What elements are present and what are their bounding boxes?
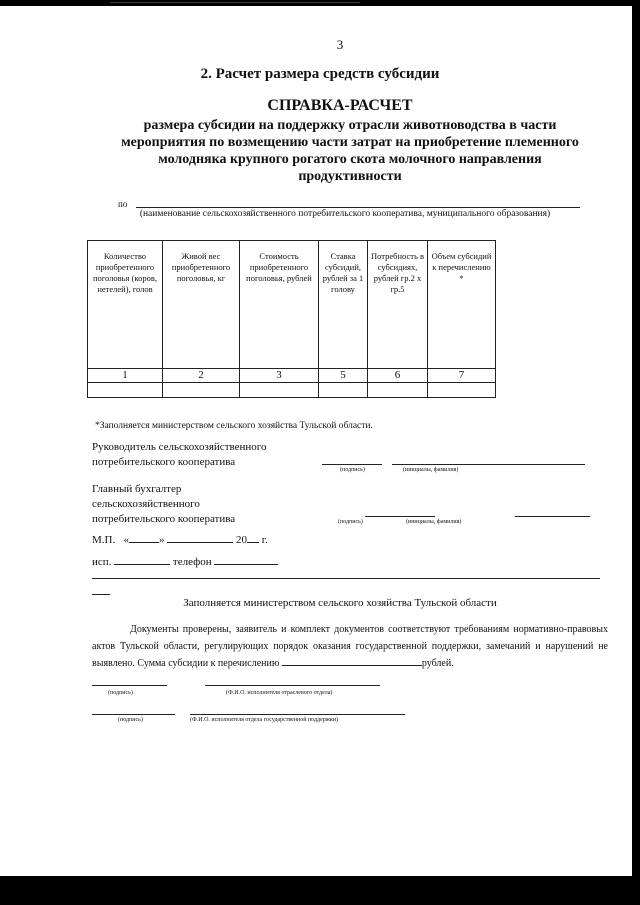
table-header-cell: Стоимость приобретенного поголовья, рублей [240,241,319,369]
phone-label: телефон [172,556,212,568]
column-number: 1 [88,369,163,383]
verification-paragraph [92,621,608,672]
table-cell [163,383,240,398]
po-caption: (наименование сельскохозяйственного потребительского кооператива, муниципального образования) [139,209,551,219]
po-fill-line [136,207,580,208]
date-year-line [247,542,259,543]
table-header-cell: Объем субсидий к перечислению * [428,241,496,369]
sign2-name-line [190,714,405,715]
column-number: 6 [368,369,428,383]
table-cell [88,383,163,398]
mp-label: М.П. [92,534,116,546]
date-year-prefix: 20 [235,534,247,546]
document-subtitle: размера субсидии на поддержку отрасли животноводства в части мероприятия по возмещению части затрат на приобретение племенного молодняка крупного рогатого скота молочного направления продуктивности [121,118,579,184]
head-signature-line [322,464,382,465]
sign1-signature-line [92,685,167,686]
scan-border-bottom [0,876,640,905]
stamp-date-line [92,534,268,546]
executor-line [92,556,278,568]
column-number: 2 [163,369,240,383]
phone-fill-line [214,564,278,565]
table-header-cell: Потребность в субсидиях, рублей гр.2 х гр.5 [368,241,428,369]
table-header-cell: Количество приобретенного поголовья (коров, нетелей), голов [88,241,163,369]
head-name-caption: (инициалы, фамилия) [403,467,459,473]
accountant-name-caption: (инициалы, фамилия) [406,519,462,525]
executor-label: исп. [92,556,112,568]
accountant-name-line [515,516,590,517]
head-signature-caption: (подпись) [340,467,365,473]
date-year-suffix: г. [261,534,268,546]
calculation-table [87,240,496,398]
table-cell [240,383,319,398]
table-cell [368,383,428,398]
executor-fill-line [114,564,170,565]
date-open-quote: « [123,534,129,546]
date-month-line [167,542,233,543]
sign1-name-caption: (Ф.И.О. исполнителя отраслевого отдела) [226,690,333,696]
column-number: 7 [428,369,496,383]
date-close-quote: » [158,534,165,546]
column-number: 5 [319,369,368,383]
section-title: 2. Расчет размера средств субсидии [200,66,440,82]
table-cell [319,383,368,398]
column-number: 3 [240,369,319,383]
date-day-line [129,542,159,543]
sign2-signature-line [92,714,175,715]
separator-line [92,578,600,579]
head-label: Руководитель сельскохозяйственного потребительского кооператива [92,441,267,468]
scan-artifact [110,2,360,5]
verification-text: Документы проверены, заявитель и комплект документов соответствуют требованиям нормативно-правовых актов Тульской области, регулирующих порядок оказания государственной поддержки, замечаний и нарушений не выявлено. Сумма субсидии к перечислению [92,624,608,669]
head-name-line [392,464,585,465]
document-title: СПРАВКА-РАСЧЕТ [267,97,413,114]
accountant-signature-caption: (подпись) [338,519,363,525]
sign2-name-caption: (Ф.И.О. исполнителя отдела государственной поддержки) [190,717,339,723]
separator-dash [92,594,110,595]
table-footnote: *Заполняется министерством сельского хозяйства Тульской области. [95,421,373,431]
accountant-label: Главный бухгалтер сельскохозяйственного потребительского кооператива [92,483,236,525]
page-number: 3 [336,37,344,52]
sign2-signature-caption: (подпись) [118,717,143,723]
subsidy-amount-line [282,665,422,666]
table-header-cell: Живой вес приобретенного поголовья, кг [163,241,240,369]
accountant-signature-line [365,516,435,517]
verification-suffix: рублей. [421,658,454,669]
table-header-cell: Ставка субсидий, рублей за 1 голову [319,241,368,369]
sign1-name-line [205,685,380,686]
po-label: по [118,199,128,209]
ministry-heading: Заполняется министерством сельского хозяйства Тульской области [183,597,497,609]
sign1-signature-caption: (подпись) [108,690,133,696]
scan-border-right [632,0,640,905]
table-cell [428,383,496,398]
